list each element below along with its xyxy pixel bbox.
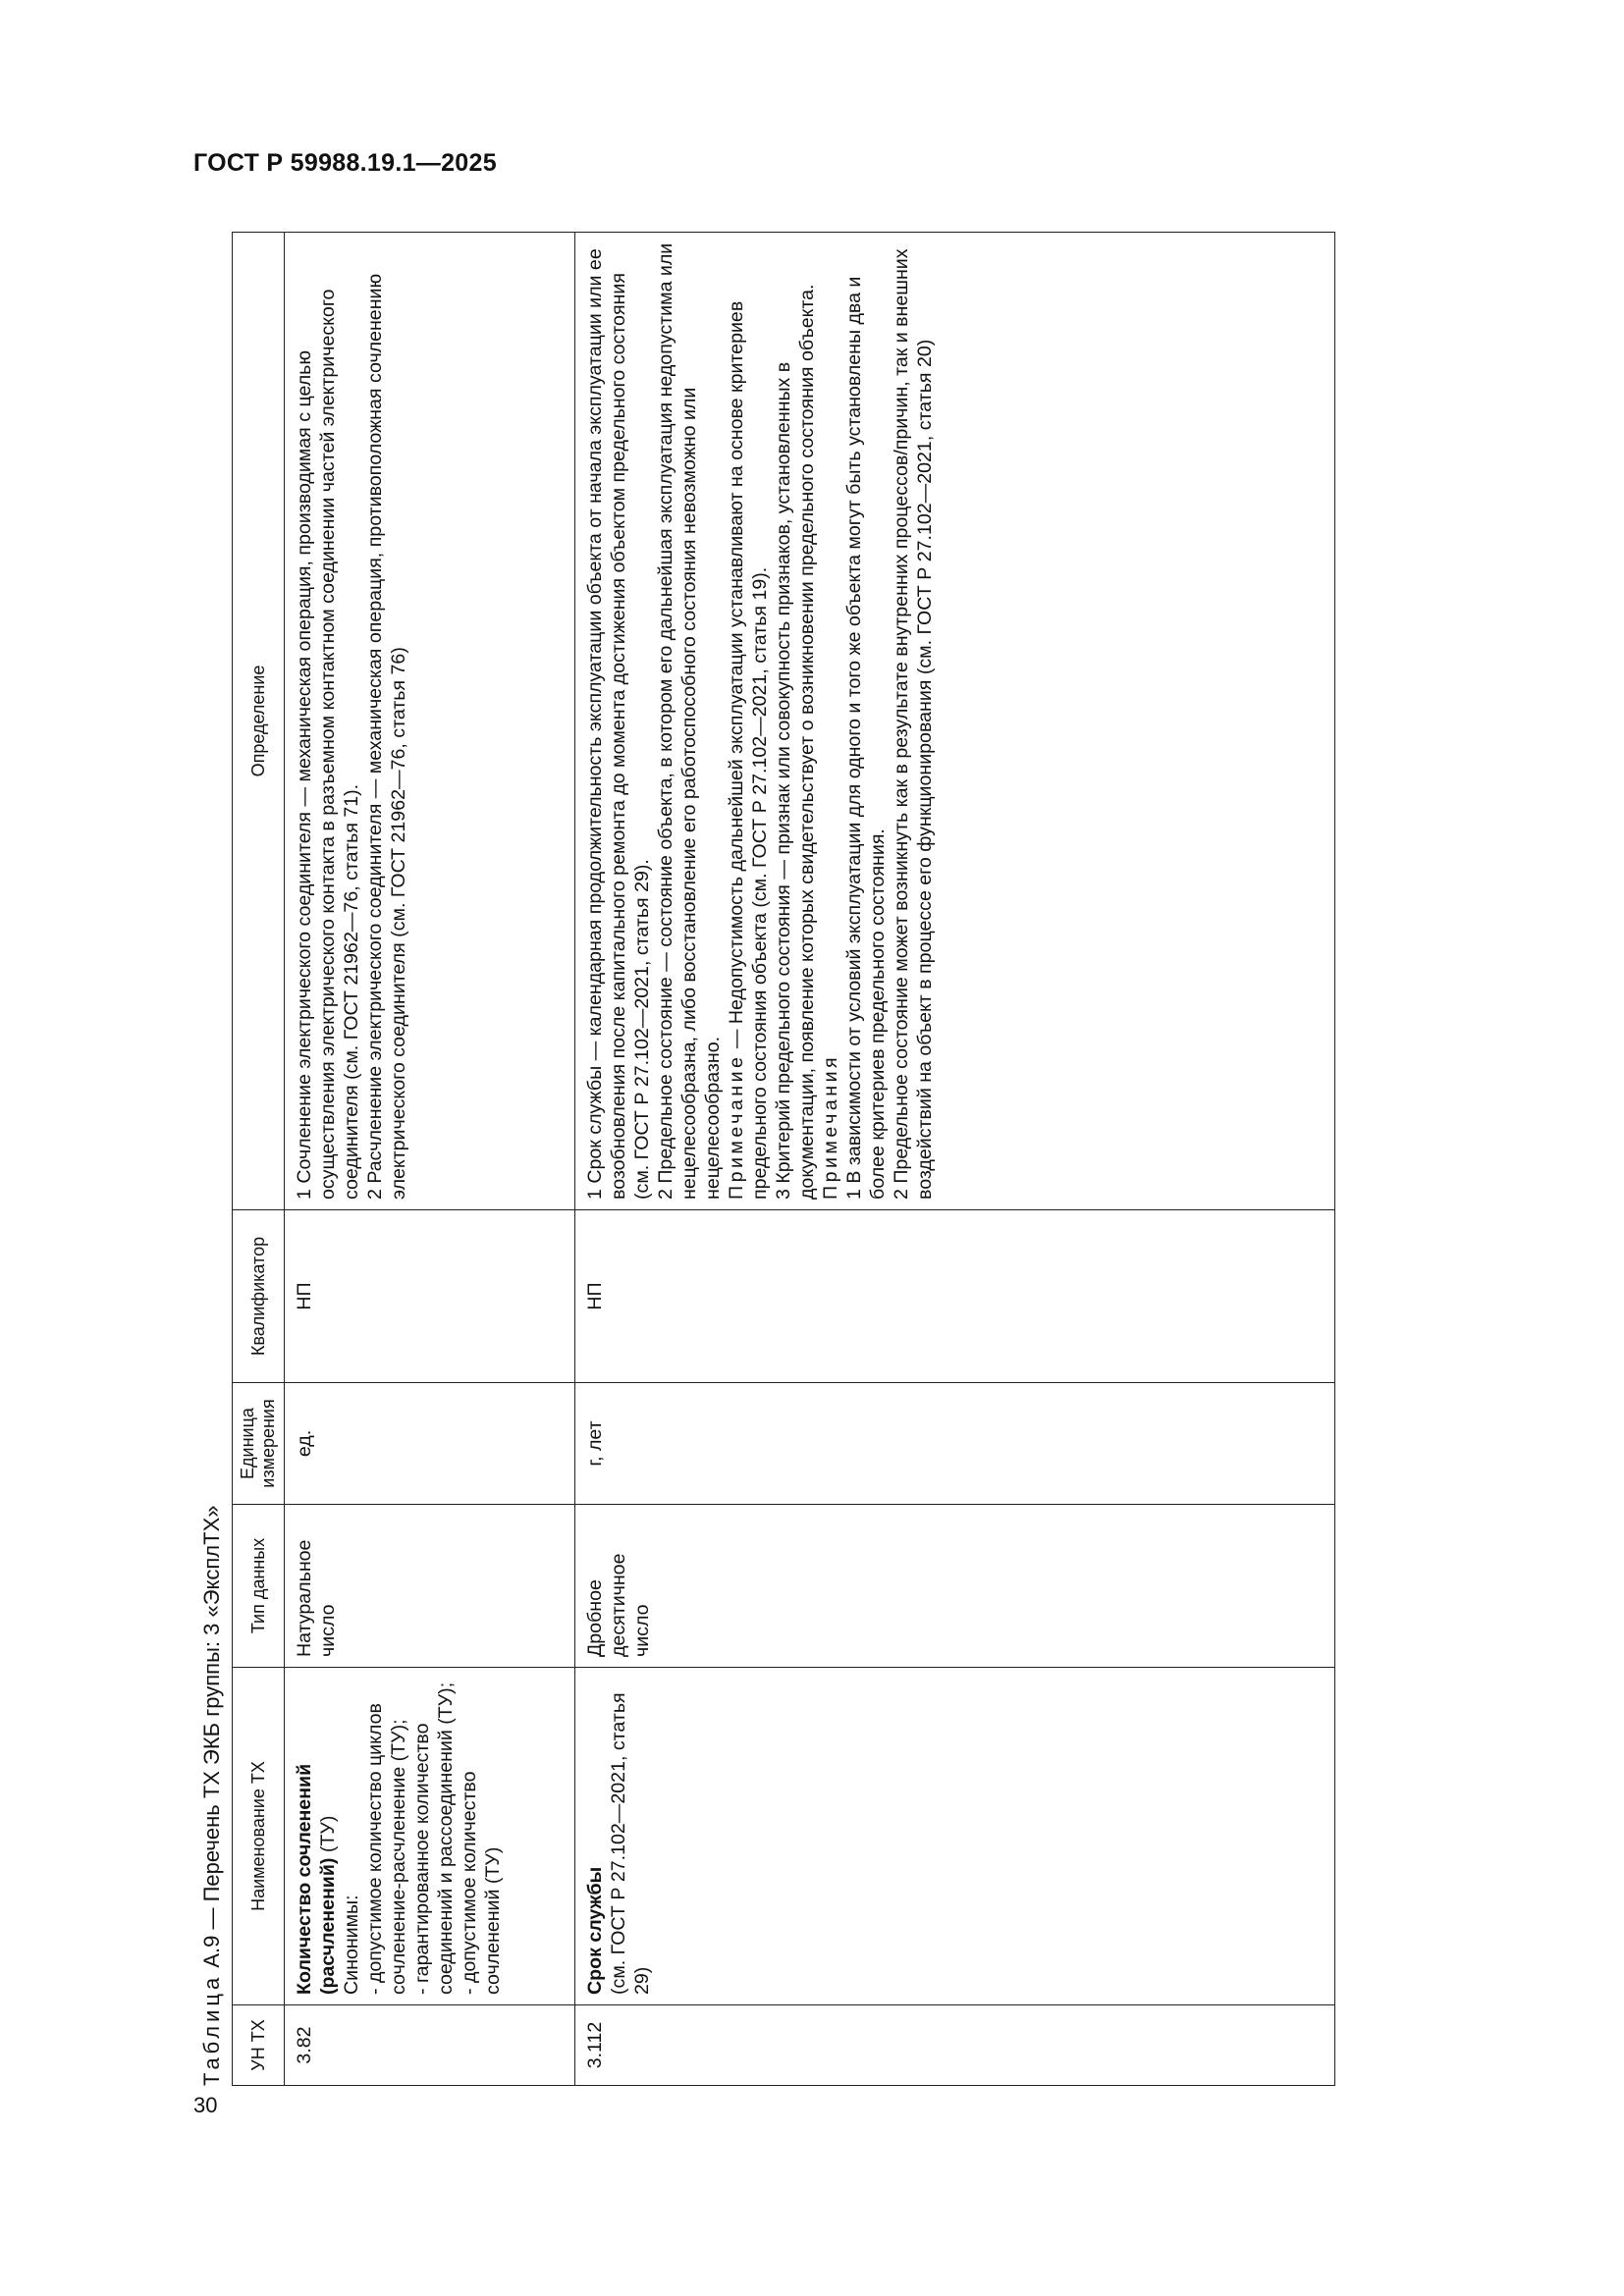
header-qualifier: Квалификатор xyxy=(233,1210,285,1383)
name-line: - допустимое количество циклов сочленение-расчленение (ТУ); xyxy=(364,1703,409,1995)
name-line: - гарантированное количество соединений и рассоединений (ТУ); xyxy=(411,1682,457,1995)
cell-data-type: Дробное десятичное число xyxy=(575,1505,1335,1668)
name-line: Синонимы: xyxy=(341,1895,362,1995)
cell-code: 3.112 xyxy=(575,2005,1335,2086)
header-name: Наименование ТХ xyxy=(233,1668,285,2005)
cell-definition xyxy=(285,233,575,1210)
notes-label: Примечания xyxy=(820,1053,841,1200)
header-unit: Единица измерения xyxy=(233,1383,285,1505)
characteristics-table xyxy=(232,232,1335,2086)
note-label: Примечание xyxy=(726,1053,747,1200)
definition-line: 1 Срок службы — календарная продолжительность эксплуатации объекта от начала эксплуатации или ее возобновления после капитального ремонта до момента достижения объектом предельного состояния (см. ГОСТ Р 27.102—2021, статья 29). xyxy=(584,248,653,1200)
name-line: - допустимое количество сочленений (ТУ) xyxy=(459,1771,504,1995)
cell-unit: г, лет xyxy=(575,1383,1335,1505)
page-number: 30 xyxy=(193,2093,218,2117)
definition-line: 1 Сочленение электрического соединителя — механическая операция, производимая с целью осуществления электрического контакта в разъемном контактном соединении частей электрического соединителя (см. ГОСТ 21962—76, статья 71). xyxy=(294,289,362,1200)
rotated-table-block xyxy=(192,233,1331,2086)
note-line xyxy=(725,242,772,1200)
table-header-row xyxy=(233,233,285,2086)
note-item: 1 В зависимости от условий эксплуатации для одного и того же объекта могут быть установлены два и более критериев предельного состояния. xyxy=(843,276,889,1200)
cell-data-type: Натуральное число xyxy=(285,1505,575,1668)
note-text: — Недопустимость дальнейшей эксплуатации устанавливают на основе критериев предельного состояния объекта (см. ГОСТ Р 27.102—2021, статья 19). xyxy=(726,300,771,1200)
table-caption xyxy=(192,1506,232,2086)
term-suffix: (ТУ) xyxy=(317,1815,339,1858)
caption-text: А.9 — Перечень ТХ ЭКБ группы: 3 «ЭксплТХ» xyxy=(199,1505,224,1974)
document-code: ГОСТ Р 59988.19.1—2025 xyxy=(193,149,497,177)
cell-qualifier: НП xyxy=(285,1210,575,1383)
cell-unit: ед. xyxy=(285,1383,575,1505)
term-name: Срок службы xyxy=(584,1866,606,1995)
table-row xyxy=(575,233,1335,2086)
term-name: Количество сочленений (расчленений) xyxy=(294,1763,339,1995)
header-code: УН ТХ xyxy=(233,2005,285,2086)
definition-line: 3 Критерий предельного состояния — признак или совокупность признаков, установленных в документации, появление которых свидетельствует о возникновении предельного состояния объекта. xyxy=(773,284,818,1200)
cell-definition xyxy=(575,233,1335,1210)
definition-line: 2 Расчленение электрического соединителя — механическая операция, противоположная сочленению электрического соединителя (см. ГОСТ 21962—76, статья 76) xyxy=(364,273,409,1200)
cell-name xyxy=(575,1668,1335,2005)
header-data-type: Тип данных xyxy=(233,1505,285,1668)
name-line: (см. ГОСТ Р 27.102—2021, статья 29) xyxy=(608,1692,653,1995)
note-item: 2 Предельное состояние может возникнуть как в результате внутренних процессов/причин, так и внешних воздействий на объект в процессе его функционирования (см. ГОСТ Р 27.102—2021, статья 20) xyxy=(891,248,936,1200)
table-row xyxy=(285,233,575,2086)
header-definition: Определение xyxy=(233,233,285,1210)
cell-qualifier: НП xyxy=(575,1210,1335,1383)
caption-label: Таблица xyxy=(199,1973,224,2086)
cell-name xyxy=(285,1668,575,2005)
definition-line: 2 Предельное состояние — состояние объекта, в котором его дальнейшая эксплуатация недопустима или нецелесообразна, либо восстановление его работоспособного состояния невозможно или нецелесообразно. xyxy=(655,242,724,1200)
cell-code: 3.82 xyxy=(285,2005,575,2086)
